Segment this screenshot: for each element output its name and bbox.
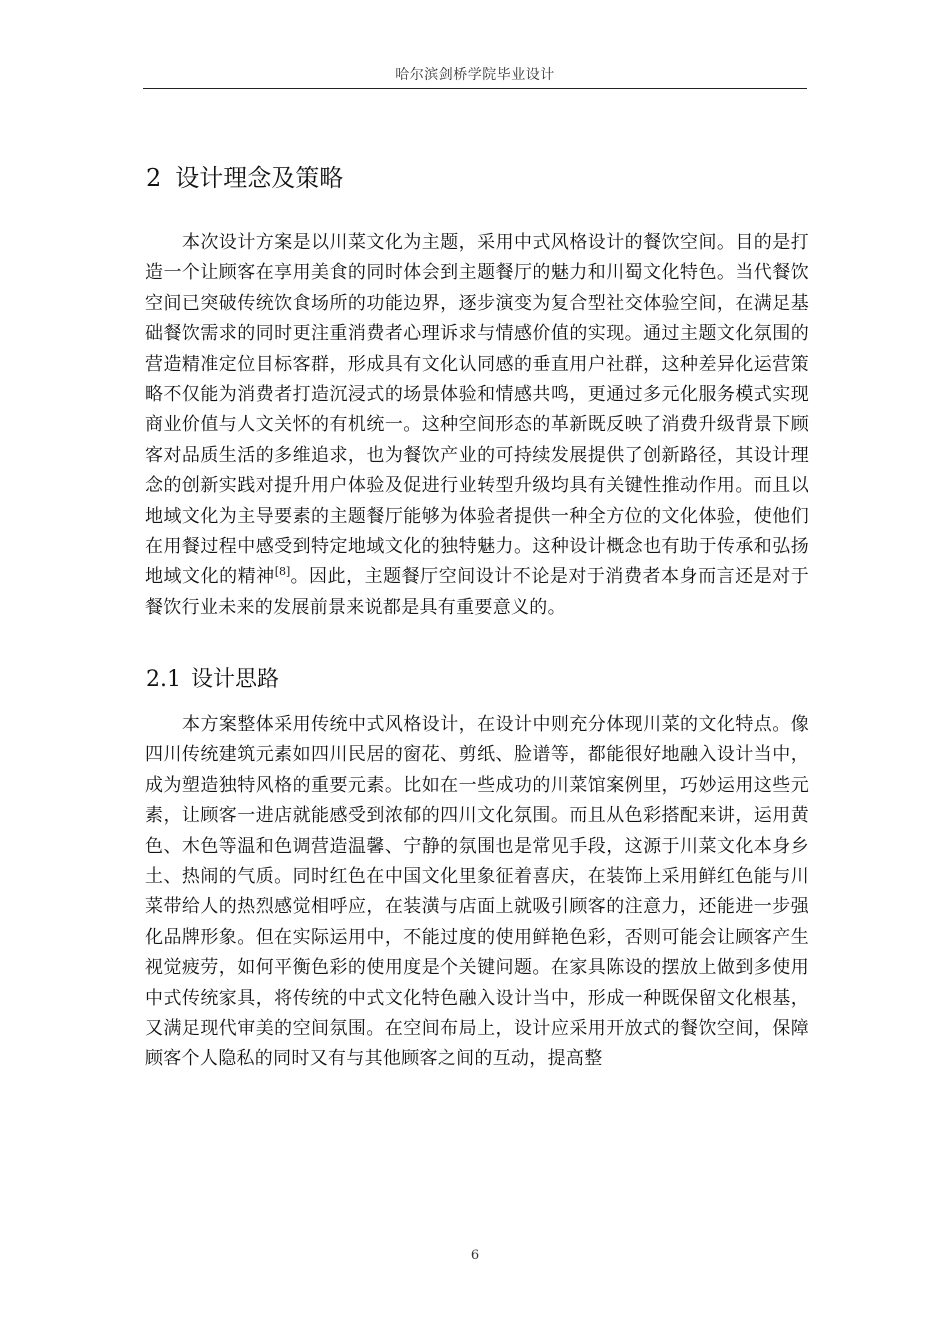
subsection-paragraph: 本方案整体采用传统中式风格设计，在设计中则充分体现川菜的文化特点。像四川传统建筑元素如四川民居的窗花、剪纸、脸谱等，都能很好地融入设计当中，成为塑造独特风格的重要元素。比如在一些成功的川菜馆案例里，巧妙运用这些元素，让顾客一进店就能感受到浓郁的四川文化氛围。而且从色彩搭配来讲，运用黄色、木色等温和色调营造温馨、宁静的氛围也是常见手段，这源于川菜文化本身乡土、热闹的气质。同时红色在中国文化里象征着喜庆，在装饰上采用鲜红色能与川菜带给人的热烈感觉相呼应，在装潢与店面上就吸引顾客的注意力，还能进一步强化品牌形象。但在实际运用中，不能过度的使用鲜艳色彩，否则可能会让顾客产生视觉疲劳，如何平衡色彩的使用度是个关键问题。在家具陈设的摆放上做到多使用中式传统家具，将传统的中式文化特色融入设计当中，形成一种既保留文化根基，又满足现代审美的空间氛围。在空间布局上，设计应采用开放式的餐饮空间，保障顾客个人隐私的同时又有与其他顾客之间的互动，提高整 — [145, 714, 809, 1070]
subsection-number: 2.1 — [146, 667, 181, 692]
subsection-heading — [146, 662, 279, 698]
citation-marker[interactable]: [8] — [274, 565, 291, 579]
section-paragraph — [145, 228, 809, 623]
paragraph-text-continued: 。因此，主题餐厅空间设计不论是对于消费者本身而言还是对于餐饮行业未来的发展前景来说都是具有重要意义的。 — [145, 566, 809, 618]
header-divider — [143, 88, 807, 89]
subsection-title-text: 设计思路 — [191, 667, 280, 692]
paragraph-text: 本次设计方案是以川菜文化为主题，采用中式风格设计的餐饮空间。目的是打造一个让顾客在享用美食的同时体会到主题餐厅的魅力和川蜀文化特色。当代餐饮空间已突破传统饮食场所的功能边界，逐步演变为复合型社交体验空间，在满足基础餐饮需求的同时更注重消费者心理诉求与情感价值的实现。通过主题文化氛围的营造精准定位目标客群，形成具有文化认同感的垂直用户社群，这种差异化运营策略不仅能为消费者打造沉浸式的场景体验和情感共鸣，更通过多元化服务模式实现商业价值与人文关怀的有机统一。这种空间形态的革新既反映了消费升级背景下顾客对品质生活的多维追求，也为餐饮产业的可持续发展提供了创新路径，其设计理念的创新实践对提升用户体验及促进行业转型升级均具有关键性推动作用。而且以地域文化为主导要素的主题餐厅能够为体验者提供一种全方位的文化体验，使他们在用餐过程中感受到特定地域文化的独特魅力。这种设计概念也有助于传承和弘扬地域文化的精神 — [145, 232, 809, 588]
section-title-text: 设计理念及策略 — [175, 164, 344, 192]
page-number: 6 — [470, 1248, 480, 1263]
section-heading — [146, 160, 343, 196]
running-header: 哈尔滨剑桥学院毕业设计 — [395, 67, 555, 83]
section-number: 2 — [146, 164, 162, 192]
